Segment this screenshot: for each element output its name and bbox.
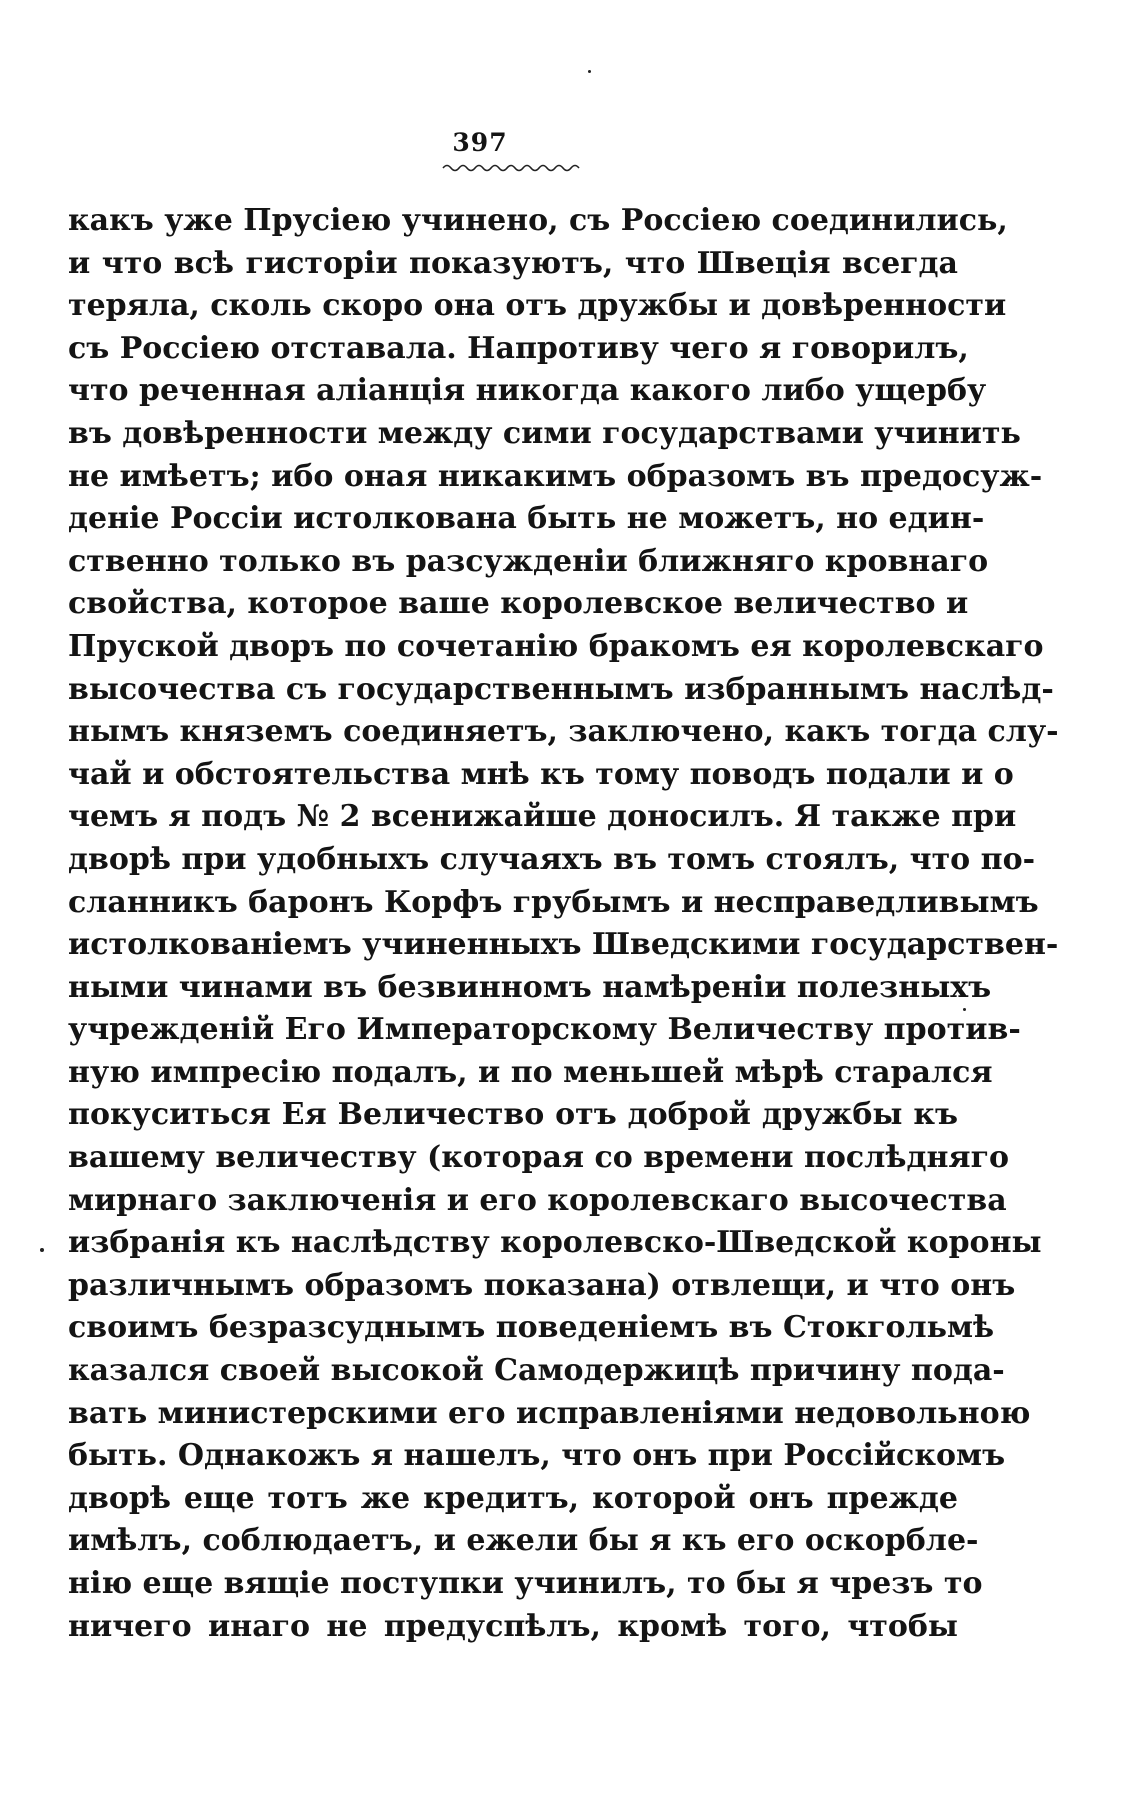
text-line: сланникъ баронъ Корфъ грубымъ и несправедливымъ [68,884,1039,920]
text-line: истолкованiемъ учиненныхъ Шведскими государствен- [68,927,1059,963]
text-line: дворѣ еще тотъ же кредитъ, которой онъ прежде [68,1480,958,1516]
text-line: казался своей высокой Самодержицѣ причину пода- [68,1353,1005,1389]
text-line: и что всѣ гисторiи показуютъ, что Швецiя всегда [68,245,958,281]
body-text [68,200,1059,1648]
text-line: ную импресiю подалъ, и по меньшей мѣрѣ старался [68,1054,993,1090]
text-line: высочества съ государственнымъ избраннымъ наслѣд- [68,671,1054,707]
ink-speck [588,70,591,73]
text-line: въ довѣренности между сими государствами учинить [68,415,1021,451]
text-line: различнымъ образомъ показана) отвлещи, и что онъ [68,1267,1016,1303]
text-line: чай и обстоятельства мнѣ къ тому поводъ подали и о [68,756,1014,792]
ink-speck [963,1008,966,1011]
text-line: ственно только въ разсужденiи ближняго кровнаго [68,543,989,579]
text-line: теряла, сколь скоро она отъ дружбы и довѣренности [68,288,1007,324]
text-line: избранiя къ наслѣдству королевско-Шведской короны [68,1225,1042,1261]
text-line: учрежденiй Его Императорскому Величеству против- [68,1012,1021,1048]
text-line: нымъ княземъ соединяетъ, заключено, какъ тогда слу- [68,714,1059,750]
text-line: съ Россiею отставала. Напротиву чего я говорилъ, [68,330,969,366]
text-line: чемъ я подъ № 2 всенижайше доносилъ. Я также при [68,799,1017,835]
text-line: дворѣ при удобныхъ случаяхъ въ томъ стоялъ, что по- [68,841,1036,877]
text-line: какъ уже Прусiею учинено, съ Россiею соединились, [68,203,1008,238]
text-line: Пруской дворъ по сочетанiю бракомъ ея королевскаго [68,628,1044,664]
text-line: что реченная алiанцiя никогда какого либо ущербу [68,373,987,409]
text-line: не имѣетъ; ибо оная никакимъ образомъ въ предосуж- [68,458,1043,494]
ink-speck [40,1248,44,1252]
text-line: вашему величеству (которая со времени послѣдняго [68,1140,1009,1176]
page-number: 397 [452,128,508,157]
text-line: свойства, которое ваше королевское величество и [68,586,969,622]
text-line: покуситься Ея Величество отъ доброй дружбы къ [68,1097,958,1133]
text-line: мирнаго заключенiя и его королевскаго высочества [68,1182,1007,1218]
text-line: быть. Однакожъ я нашелъ, что онъ при Россiйскомъ [68,1438,1006,1474]
text-line: ными чинами въ безвинномъ намѣренiи полезныхъ [68,969,992,1005]
text-line: нiю еще вящiе поступки учинилъ, то бы я чрезъ то [68,1566,983,1601]
text-line: денiе Россiи истолкована быть не можетъ, но един- [68,501,985,537]
text-line: имѣлъ, соблюдаетъ, и ежели бы я къ его оскорбле- [68,1523,979,1559]
text-line: своимъ безразсуднымъ поведенiемъ въ Стокгольмѣ [68,1310,995,1346]
text-line: вать министерскими его исправленiями недовольною [68,1395,1031,1431]
text-line: ничего инаго не предуспѣлъ, кромѣ того, чтобы [68,1608,958,1644]
wavy-rule-ornament [443,162,583,174]
